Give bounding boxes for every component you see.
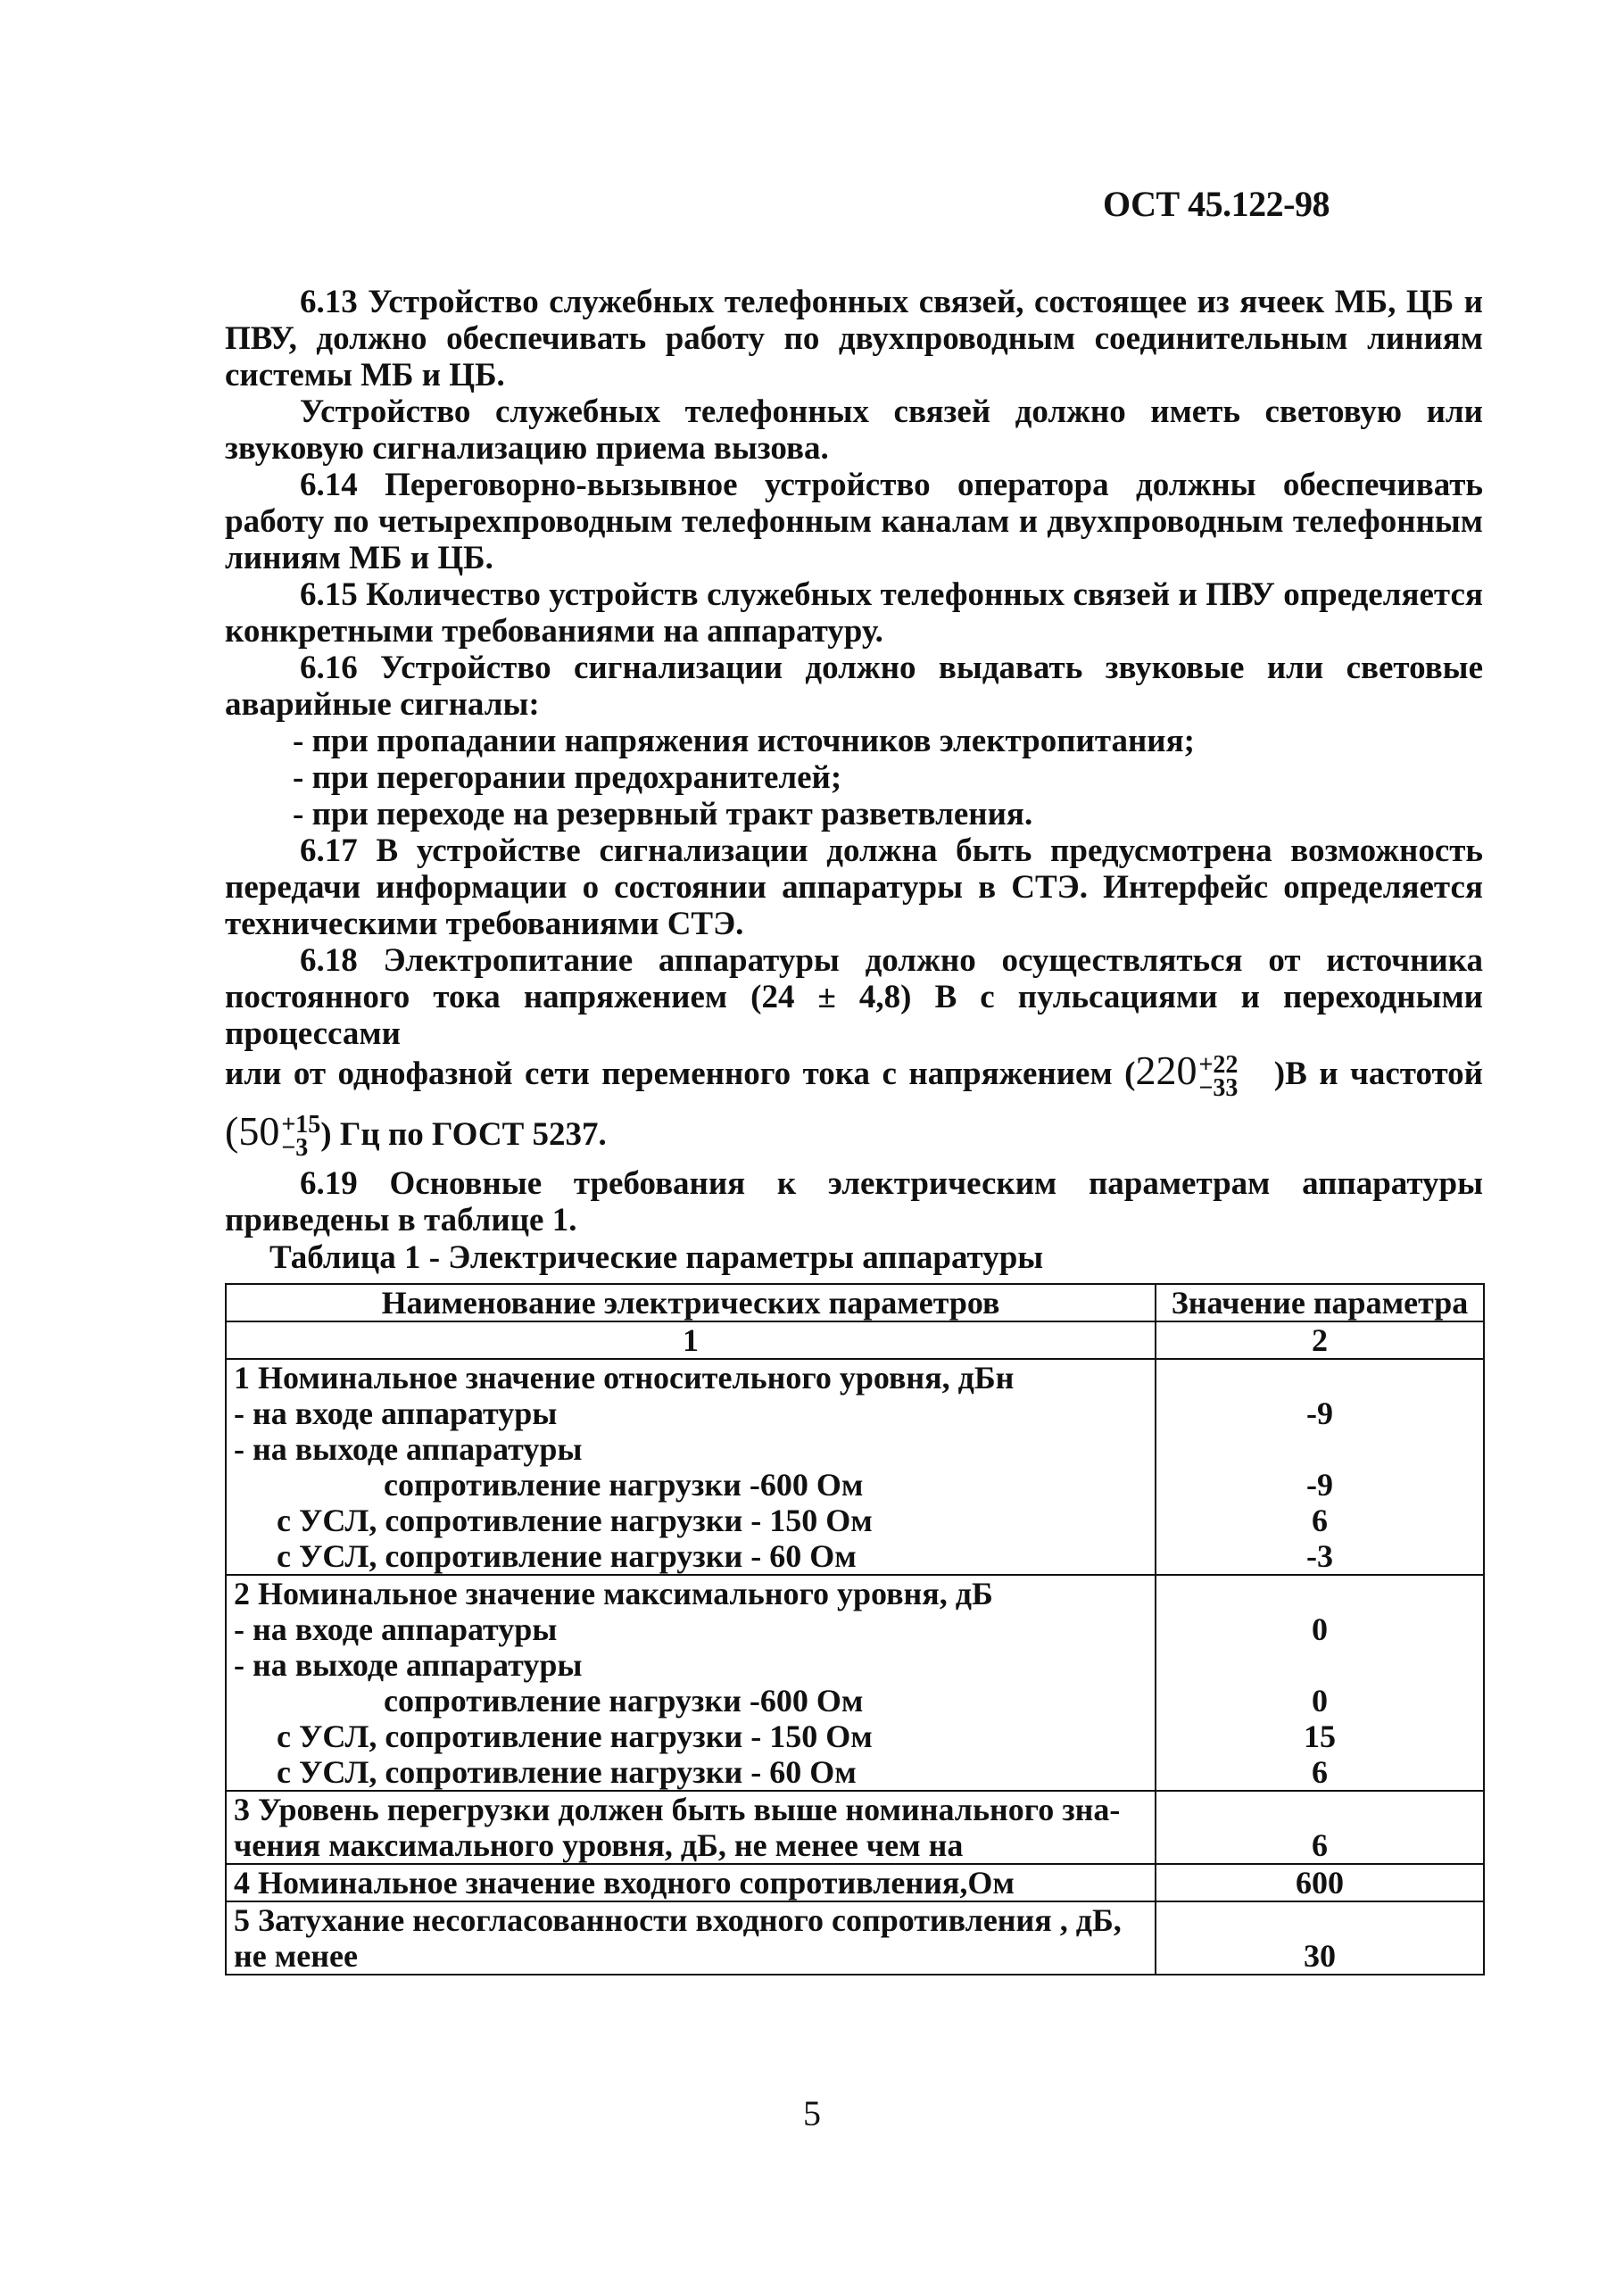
- value-line: 30: [1304, 1938, 1336, 1974]
- table-number-row: [226, 1321, 1484, 1359]
- value-line: [1164, 1647, 1476, 1683]
- document-id: ОСТ 45.122-98: [1103, 184, 1330, 224]
- row-line: 4 Номинальное значение входного сопротивления,Ом: [234, 1865, 1015, 1901]
- page-number: 5: [803, 2093, 821, 2133]
- document-body: [225, 284, 1483, 1238]
- paragraph-6-18: 6.18 Электропитание аппаратуры должно осуществляться от источника постоянного тока напряжением (24 ± 4,8) В с пульсациями и переходными процессами: [225, 942, 1483, 1052]
- formula-voltage-tolerance: [1198, 1050, 1239, 1102]
- row-line: с УСЛ, сопротивление нагрузки - 150 Ом: [277, 1719, 873, 1754]
- row-line: - на входе аппаратуры: [234, 1396, 558, 1431]
- formula-frequency-line: [225, 1107, 1483, 1163]
- formula-frequency-suffix: ) Гц по ГОСТ 5237.: [320, 1115, 607, 1153]
- value-line: 6: [1312, 1503, 1328, 1538]
- value-line: [1164, 1902, 1476, 1938]
- row-line: - на выходе аппаратуры: [234, 1647, 583, 1683]
- formula-frequency-sup: +15: [281, 1111, 321, 1139]
- parameters-table: [225, 1283, 1485, 1975]
- table-cell-value: [1156, 1864, 1484, 1901]
- paragraph-6-15: 6.15 Количество устройств служебных телефонных связей и ПВУ определяется конкретными требованиями на аппаратуру.: [225, 576, 1483, 650]
- paragraph-6-19: 6.19 Основные требования к электрическим параметрам аппаратуры приведены в таблице 1.: [225, 1165, 1483, 1239]
- paragraph-6-14: 6.14 Переговорно-вызывное устройство оператора должны обеспечивать работу по четырехпроводным телефонным каналам и двухпроводным телефонным линиям МБ и ЦБ.: [225, 467, 1483, 576]
- value-line: -9: [1306, 1467, 1333, 1503]
- formula-frequency-sub: −3: [281, 1134, 309, 1163]
- table-cell-parameter: [226, 1575, 1156, 1791]
- value-line: 6: [1312, 1827, 1328, 1863]
- row-line: чения максимального уровня, дБ, не менее чем на: [234, 1827, 964, 1863]
- list-item: - при перегорании предохранителей;: [293, 759, 842, 796]
- table-row: [226, 1864, 1484, 1901]
- value-line: [1164, 1431, 1476, 1467]
- row-line: 5 Затухание несогласованности входного сопротивления , дБ,: [234, 1902, 1122, 1938]
- value-line: -9: [1306, 1396, 1333, 1431]
- table-cell-value: [1156, 1901, 1484, 1975]
- row-line: 1 Номинальное значение относительного уровня, дБн: [234, 1360, 1015, 1396]
- formula-voltage-line: [225, 1048, 1484, 1102]
- table-header-row: [226, 1284, 1484, 1321]
- row-line: - на выходе аппаратуры: [234, 1431, 583, 1467]
- formula-frequency-tolerance: [281, 1111, 321, 1163]
- row-line: не менее: [234, 1938, 358, 1974]
- paragraph-6-13-signal: Устройство служебных телефонных связей должно иметь световую или звуковую сигнализацию приема вызова.: [225, 393, 1483, 467]
- row-line: с УСЛ, сопротивление нагрузки - 60 Ом: [277, 1538, 857, 1574]
- formula-voltage-sub: −33: [1198, 1073, 1239, 1102]
- value-line: 15: [1304, 1719, 1336, 1754]
- table-row: [226, 1359, 1484, 1575]
- paragraph-6-16: 6.16 Устройство сигнализации должно выдавать звуковые или световые аварийные сигналы:: [225, 650, 1483, 723]
- paragraph-6-13: 6.13 Устройство служебных телефонных связей, состоящее из ячеек МБ, ЦБ и ПВУ, должно обеспечивать работу по двухпроводным соединительным линиям системы МБ и ЦБ.: [225, 284, 1483, 393]
- paragraph-6-17: 6.17 В устройстве сигнализации должна быть предусмотрена возможность передачи информации о состоянии аппаратуры в СТЭ. Интерфейс определяется техническими требованиями СТЭ.: [225, 832, 1483, 942]
- row-line: с УСЛ, сопротивление нагрузки - 150 Ом: [277, 1503, 873, 1538]
- row-line: с УСЛ, сопротивление нагрузки - 60 Ом: [277, 1754, 857, 1790]
- value-line: [1164, 1576, 1476, 1611]
- table-cell-parameter: [226, 1864, 1156, 1901]
- table-header-col2: Значение параметра: [1156, 1284, 1484, 1321]
- value-line: [1164, 1792, 1476, 1827]
- formula-voltage-suffix: )В и частотой: [1273, 1056, 1484, 1092]
- table-cell-value: [1156, 1791, 1484, 1864]
- table-row: [226, 1791, 1484, 1864]
- formula-frequency-base: 50: [238, 1107, 280, 1154]
- list-item: - при переходе на резервный тракт разветвления.: [293, 796, 1033, 832]
- row-line: сопротивление нагрузки -600 Ом: [384, 1467, 864, 1503]
- table-row: [226, 1901, 1484, 1975]
- row-line: сопротивление нагрузки -600 Ом: [384, 1683, 864, 1719]
- value-line: [1164, 1360, 1476, 1396]
- value-line: 0: [1312, 1611, 1328, 1647]
- formula-voltage-base: 220: [1135, 1048, 1197, 1093]
- formula-frequency-prefix: (: [225, 1107, 239, 1154]
- value-line: 6: [1312, 1754, 1328, 1790]
- value-line: -3: [1306, 1538, 1333, 1574]
- table-cell-value: [1156, 1575, 1484, 1791]
- table-col2-number: 2: [1156, 1321, 1484, 1359]
- value-line: 0: [1312, 1683, 1328, 1719]
- list-item: - при пропадании напряжения источников электропитания;: [293, 723, 1195, 759]
- value-line: 600: [1296, 1865, 1344, 1901]
- table-cell-parameter: [226, 1791, 1156, 1864]
- table-cell-parameter: [226, 1359, 1156, 1575]
- formula-voltage-prefix: или от однофазной сети переменного тока с напряжением (: [225, 1056, 1136, 1092]
- row-line: - на входе аппаратуры: [234, 1611, 558, 1647]
- row-line: 3 Уровень перегрузки должен быть выше номинального зна-: [234, 1792, 1121, 1827]
- row-line: 2 Номинальное значение максимального уровня, дБ: [234, 1576, 993, 1611]
- formula-voltage-sup: +22: [1198, 1050, 1239, 1079]
- table-cell-parameter: [226, 1901, 1156, 1975]
- table-cell-value: [1156, 1359, 1484, 1575]
- table-row: [226, 1575, 1484, 1791]
- table-caption: Таблица 1 - Электрические параметры аппаратуры: [269, 1239, 1044, 1276]
- table-header-col1: Наименование электрических параметров: [226, 1284, 1156, 1321]
- table-col1-number: 1: [226, 1321, 1156, 1359]
